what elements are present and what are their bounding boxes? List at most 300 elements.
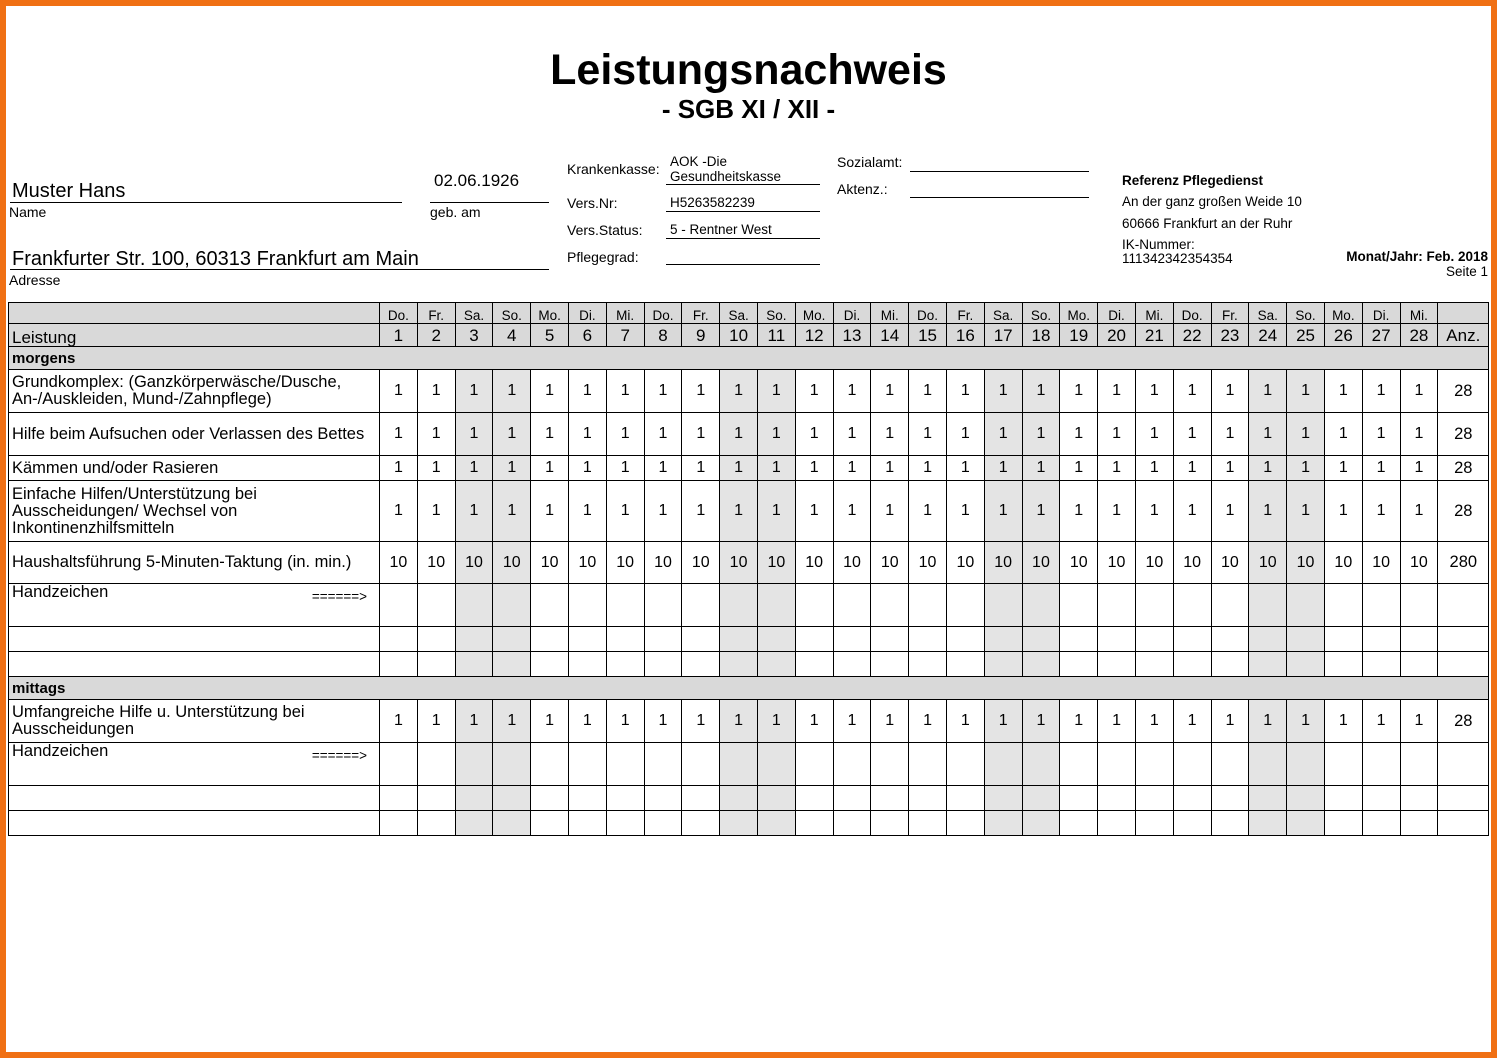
- quantity-cell: 1: [682, 481, 720, 542]
- blank-cell[interactable]: [720, 811, 758, 836]
- signature-cell[interactable]: [984, 584, 1022, 627]
- birthdate-underline: [430, 202, 549, 203]
- signature-cell[interactable]: [606, 743, 644, 786]
- blank-cell[interactable]: [720, 786, 758, 811]
- blank-cell[interactable]: [795, 627, 833, 652]
- blank-cell[interactable]: [757, 786, 795, 811]
- blank-cell[interactable]: [531, 652, 569, 677]
- signature-cell[interactable]: [1400, 743, 1438, 786]
- quantity-cell: 1: [1324, 481, 1362, 542]
- signature-cell[interactable]: [1211, 584, 1249, 627]
- blank-cell[interactable]: [1324, 652, 1362, 677]
- blank-cell[interactable]: [946, 652, 984, 677]
- signature-label: Handzeichen: [12, 583, 109, 601]
- signature-cell[interactable]: [1135, 743, 1173, 786]
- blank-cell[interactable]: [568, 811, 606, 836]
- signature-cell[interactable]: [493, 743, 531, 786]
- blank-cell[interactable]: [909, 627, 947, 652]
- quantity-cell: 1: [1173, 456, 1211, 481]
- day-number-cell: 11: [757, 324, 795, 347]
- blank-cell[interactable]: [1098, 786, 1136, 811]
- blank-cell[interactable]: [1135, 627, 1173, 652]
- blank-cell[interactable]: [1249, 652, 1287, 677]
- signature-cell[interactable]: [909, 743, 947, 786]
- blank-cell[interactable]: [531, 811, 569, 836]
- blank-cell[interactable]: [1098, 627, 1136, 652]
- quantity-cell: 1: [795, 481, 833, 542]
- signature-cell[interactable]: [795, 743, 833, 786]
- signature-cell[interactable]: [1211, 743, 1249, 786]
- signature-arrow: ======>: [311, 748, 367, 763]
- signature-cell[interactable]: [531, 584, 569, 627]
- quantity-cell: 1: [1362, 370, 1400, 413]
- blank-cell[interactable]: [380, 652, 418, 677]
- blank-cell[interactable]: [1249, 627, 1287, 652]
- blank-cell[interactable]: [757, 652, 795, 677]
- day-number-row: [9, 324, 1489, 347]
- quantity-cell: 1: [1249, 370, 1287, 413]
- total-cell: 28: [1438, 481, 1489, 542]
- weekday-cell: So.: [493, 303, 531, 324]
- quantity-cell: 1: [757, 481, 795, 542]
- blank-cell[interactable]: [1249, 786, 1287, 811]
- quantity-cell: 1: [1173, 700, 1211, 743]
- blank-cell[interactable]: [909, 652, 947, 677]
- blank-cell[interactable]: [871, 627, 909, 652]
- weekday-cell: Sa.: [455, 303, 493, 324]
- total-cell: 28: [1438, 370, 1489, 413]
- blank-cell[interactable]: [1287, 786, 1325, 811]
- signature-cell[interactable]: [720, 743, 758, 786]
- signature-cell[interactable]: [871, 743, 909, 786]
- day-number-cell: 15: [909, 324, 947, 347]
- quantity-cell: 1: [455, 481, 493, 542]
- blank-cell[interactable]: [1324, 786, 1362, 811]
- signature-cell[interactable]: [946, 743, 984, 786]
- weekday-cell: So.: [1287, 303, 1325, 324]
- blank-cell[interactable]: [644, 786, 682, 811]
- blank-cell[interactable]: [1173, 627, 1211, 652]
- signature-cell[interactable]: [757, 584, 795, 627]
- signature-row: [9, 743, 1489, 786]
- day-number-cell: 5: [531, 324, 569, 347]
- blank-cell[interactable]: [1060, 652, 1098, 677]
- quantity-cell: 1: [606, 413, 644, 456]
- quantity-cell: 1: [1098, 370, 1136, 413]
- month-year: Monat/Jahr: Feb. 2018: [1346, 249, 1488, 264]
- blank-cell[interactable]: [682, 627, 720, 652]
- quantity-cell: 1: [720, 456, 758, 481]
- quantity-cell: 1: [946, 481, 984, 542]
- quantity-cell: 1: [417, 370, 455, 413]
- blank-cell[interactable]: [833, 811, 871, 836]
- day-number-cell: 8: [644, 324, 682, 347]
- signature-cell[interactable]: [644, 584, 682, 627]
- quantity-cell: 1: [1211, 370, 1249, 413]
- quantity-cell: 1: [1135, 700, 1173, 743]
- weekday-cell: Di.: [1098, 303, 1136, 324]
- quantity-cell: 10: [682, 542, 720, 584]
- anz-header: Anz.: [1438, 324, 1489, 347]
- signature-cell[interactable]: [568, 743, 606, 786]
- quantity-cell: 10: [1362, 542, 1400, 584]
- quantity-cell: 1: [984, 370, 1022, 413]
- signature-cell[interactable]: [833, 743, 871, 786]
- signature-cell[interactable]: [455, 584, 493, 627]
- blank-cell[interactable]: [1173, 786, 1211, 811]
- blank-cell[interactable]: [1098, 811, 1136, 836]
- empty-row: [9, 811, 1489, 836]
- signature-cell[interactable]: [1173, 584, 1211, 627]
- blank-cell[interactable]: [720, 627, 758, 652]
- quantity-cell: 1: [1249, 700, 1287, 743]
- signature-cell[interactable]: [455, 743, 493, 786]
- quantity-cell: 1: [984, 456, 1022, 481]
- signature-cell[interactable]: [1249, 743, 1287, 786]
- blank-cell[interactable]: [871, 652, 909, 677]
- quantity-cell: 1: [606, 481, 644, 542]
- quantity-cell: 10: [531, 542, 569, 584]
- signature-cell[interactable]: [380, 584, 418, 627]
- quantity-cell: 1: [946, 456, 984, 481]
- signature-cell[interactable]: [1362, 743, 1400, 786]
- blank-cell[interactable]: [984, 786, 1022, 811]
- pflegegrad-underline: [666, 264, 820, 265]
- patient-name: Muster Hans: [12, 180, 126, 202]
- blank-cell[interactable]: [417, 811, 455, 836]
- krankenkasse-underline: [666, 184, 820, 185]
- blank-total-cell: [1438, 811, 1489, 836]
- blank-cell[interactable]: [1022, 652, 1060, 677]
- signature-cell[interactable]: [1324, 584, 1362, 627]
- quantity-cell: 1: [757, 700, 795, 743]
- quantity-cell: 1: [1400, 481, 1438, 542]
- quantity-cell: 1: [1022, 413, 1060, 456]
- signature-cell[interactable]: [909, 584, 947, 627]
- quantity-cell: 1: [1173, 413, 1211, 456]
- blank-cell[interactable]: [984, 627, 1022, 652]
- blank-cell[interactable]: [1211, 811, 1249, 836]
- signature-cell[interactable]: [720, 584, 758, 627]
- quantity-cell: 1: [1249, 456, 1287, 481]
- quantity-cell: 1: [644, 413, 682, 456]
- blank-cell[interactable]: [757, 627, 795, 652]
- quantity-cell: 1: [757, 413, 795, 456]
- total-cell: 280: [1438, 542, 1489, 584]
- quantity-cell: 1: [1135, 413, 1173, 456]
- quantity-cell: 1: [795, 456, 833, 481]
- name-underline: [10, 202, 402, 203]
- signature-cell[interactable]: [795, 584, 833, 627]
- blank-cell[interactable]: [1400, 627, 1438, 652]
- address-underline: [10, 269, 549, 270]
- quantity-cell: 10: [455, 542, 493, 584]
- signature-cell[interactable]: [1324, 743, 1362, 786]
- quantity-cell: 10: [417, 542, 455, 584]
- blank-cell[interactable]: [1324, 627, 1362, 652]
- blank-cell[interactable]: [380, 627, 418, 652]
- blank-cell[interactable]: [644, 627, 682, 652]
- quantity-cell: 1: [531, 456, 569, 481]
- blank-cell[interactable]: [1400, 811, 1438, 836]
- blank-cell[interactable]: [871, 786, 909, 811]
- blank-cell[interactable]: [1362, 627, 1400, 652]
- blank-cell[interactable]: [946, 786, 984, 811]
- signature-cell[interactable]: [1287, 584, 1325, 627]
- signature-cell[interactable]: [606, 584, 644, 627]
- weekday-cell: Mo.: [1060, 303, 1098, 324]
- blank-cell[interactable]: [380, 811, 418, 836]
- blank-cell[interactable]: [871, 811, 909, 836]
- signature-cell[interactable]: [644, 743, 682, 786]
- quantity-cell: 10: [1098, 542, 1136, 584]
- blank-cell[interactable]: [606, 811, 644, 836]
- service-label: Einfache Hilfen/Unterstützung bei Ausscheidungen/ Wechsel von Inkontinenzhilfsmitteln: [9, 481, 380, 542]
- address-label: Adresse: [9, 272, 61, 288]
- blank-cell[interactable]: [1287, 652, 1325, 677]
- quantity-cell: 1: [1211, 456, 1249, 481]
- blank-cell[interactable]: [455, 811, 493, 836]
- blank-cell[interactable]: [568, 652, 606, 677]
- signature-cell[interactable]: [417, 584, 455, 627]
- day-number-cell: 6: [568, 324, 606, 347]
- blank-cell[interactable]: [682, 652, 720, 677]
- quantity-cell: 1: [1362, 700, 1400, 743]
- blank-cell[interactable]: [795, 811, 833, 836]
- quantity-cell: 1: [984, 413, 1022, 456]
- blank-cell[interactable]: [757, 811, 795, 836]
- weekday-cell: Sa.: [984, 303, 1022, 324]
- blank-cell[interactable]: [417, 652, 455, 677]
- blank-cell[interactable]: [1060, 811, 1098, 836]
- signature-cell[interactable]: [1362, 584, 1400, 627]
- blank-cell[interactable]: [568, 786, 606, 811]
- blank-cell[interactable]: [1362, 811, 1400, 836]
- quantity-cell: 1: [1324, 456, 1362, 481]
- quantity-cell: 1: [493, 456, 531, 481]
- quantity-cell: 1: [909, 456, 947, 481]
- quantity-cell: 1: [380, 413, 418, 456]
- blank-cell[interactable]: [606, 786, 644, 811]
- quantity-cell: 1: [1022, 700, 1060, 743]
- empty-row: [9, 627, 1489, 652]
- quantity-cell: 1: [833, 700, 871, 743]
- blank-cell[interactable]: [1173, 652, 1211, 677]
- signature-cell[interactable]: [1135, 584, 1173, 627]
- quantity-cell: 1: [1211, 481, 1249, 542]
- blank-cell[interactable]: [1022, 627, 1060, 652]
- signature-cell[interactable]: [1249, 584, 1287, 627]
- blank-cell[interactable]: [1022, 786, 1060, 811]
- blank-cell[interactable]: [682, 811, 720, 836]
- quantity-cell: 1: [417, 481, 455, 542]
- blank-cell[interactable]: [1135, 811, 1173, 836]
- blank-cell[interactable]: [455, 627, 493, 652]
- blank-cell[interactable]: [909, 786, 947, 811]
- quantity-cell: 1: [909, 413, 947, 456]
- blank-cell[interactable]: [606, 652, 644, 677]
- blank-cell[interactable]: [493, 652, 531, 677]
- blank-cell[interactable]: [493, 786, 531, 811]
- blank-cell[interactable]: [1211, 627, 1249, 652]
- signature-cell[interactable]: [1098, 584, 1136, 627]
- blank-cell[interactable]: [1098, 652, 1136, 677]
- quantity-cell: 1: [1287, 481, 1325, 542]
- signature-cell[interactable]: [1060, 584, 1098, 627]
- blank-cell[interactable]: [833, 652, 871, 677]
- provider-ik-number: 111342342354354: [1122, 251, 1233, 266]
- quantity-cell: 1: [455, 700, 493, 743]
- day-number-cell: 22: [1173, 324, 1211, 347]
- quantity-cell: 1: [380, 370, 418, 413]
- blank-cell[interactable]: [682, 786, 720, 811]
- quantity-cell: 1: [1400, 370, 1438, 413]
- quantity-cell: 1: [531, 700, 569, 743]
- signature-cell[interactable]: [871, 584, 909, 627]
- blank-cell[interactable]: [568, 627, 606, 652]
- signature-cell[interactable]: [417, 743, 455, 786]
- versstatus-label: Vers.Status:: [567, 222, 643, 238]
- blank-cell[interactable]: [531, 627, 569, 652]
- quantity-cell: 1: [1287, 700, 1325, 743]
- quantity-cell: 10: [720, 542, 758, 584]
- quantity-cell: 10: [1135, 542, 1173, 584]
- service-label: [9, 652, 380, 677]
- quantity-cell: 1: [946, 700, 984, 743]
- signature-cell[interactable]: [1173, 743, 1211, 786]
- signature-cell[interactable]: [531, 743, 569, 786]
- quantity-cell: 10: [1173, 542, 1211, 584]
- blank-cell[interactable]: [1400, 786, 1438, 811]
- blank-cell[interactable]: [380, 786, 418, 811]
- versnr-value: H5263582239: [670, 195, 755, 210]
- signature-cell[interactable]: [946, 584, 984, 627]
- blank-cell[interactable]: [455, 786, 493, 811]
- signature-cell[interactable]: [757, 743, 795, 786]
- quantity-cell: 1: [380, 456, 418, 481]
- quantity-cell: 10: [1400, 542, 1438, 584]
- signature-cell[interactable]: [1022, 743, 1060, 786]
- signature-cell[interactable]: [1060, 743, 1098, 786]
- blank-cell[interactable]: [606, 627, 644, 652]
- service-grid: [8, 302, 1489, 836]
- blank-cell[interactable]: [1060, 627, 1098, 652]
- quantity-cell: 10: [757, 542, 795, 584]
- service-row: [9, 700, 1489, 743]
- blank-cell[interactable]: [644, 811, 682, 836]
- total-cell: 28: [1438, 456, 1489, 481]
- versnr-underline: [666, 211, 820, 212]
- signature-cell[interactable]: [682, 584, 720, 627]
- blank-cell[interactable]: [984, 652, 1022, 677]
- blank-cell[interactable]: [1287, 811, 1325, 836]
- weekday-cell: Mo.: [531, 303, 569, 324]
- quantity-cell: 1: [1098, 481, 1136, 542]
- quantity-cell: 1: [1249, 413, 1287, 456]
- quantity-cell: 1: [380, 700, 418, 743]
- blank-cell[interactable]: [795, 652, 833, 677]
- signature-cell[interactable]: [568, 584, 606, 627]
- quantity-cell: 1: [455, 413, 493, 456]
- quantity-cell: 1: [720, 481, 758, 542]
- blank-cell[interactable]: [946, 627, 984, 652]
- quantity-cell: 1: [417, 700, 455, 743]
- blank-cell[interactable]: [1287, 627, 1325, 652]
- signature-cell[interactable]: [1400, 584, 1438, 627]
- quantity-cell: 1: [682, 456, 720, 481]
- signature-cell[interactable]: [380, 743, 418, 786]
- blank-total-cell: [1438, 584, 1489, 627]
- blank-cell[interactable]: [984, 811, 1022, 836]
- blank-cell[interactable]: [833, 786, 871, 811]
- blank-total-cell: [1438, 743, 1489, 786]
- blank-cell[interactable]: [531, 786, 569, 811]
- blank-cell[interactable]: [1211, 652, 1249, 677]
- quantity-cell: 1: [493, 481, 531, 542]
- provider-city: 60666 Frankfurt an der Ruhr: [1122, 216, 1293, 231]
- quantity-cell: 1: [946, 413, 984, 456]
- blank-cell[interactable]: [455, 652, 493, 677]
- blank-cell[interactable]: [1249, 811, 1287, 836]
- signature-cell[interactable]: [984, 743, 1022, 786]
- quantity-cell: 1: [871, 413, 909, 456]
- blank-cell[interactable]: [1060, 786, 1098, 811]
- blank-cell[interactable]: [493, 627, 531, 652]
- weekday-cell: Do.: [1173, 303, 1211, 324]
- pflegegrad-label: Pflegegrad:: [567, 249, 639, 265]
- quantity-cell: 1: [1211, 700, 1249, 743]
- blank-cell[interactable]: [1400, 652, 1438, 677]
- signature-cell[interactable]: [682, 743, 720, 786]
- blank-cell[interactable]: [909, 811, 947, 836]
- blank-cell[interactable]: [833, 627, 871, 652]
- weekday-cell: Do.: [644, 303, 682, 324]
- blank-cell[interactable]: [1135, 652, 1173, 677]
- signature-cell[interactable]: [1287, 743, 1325, 786]
- weekday-cell: Mo.: [1324, 303, 1362, 324]
- blank-cell[interactable]: [720, 652, 758, 677]
- signature-label-cell: [9, 584, 380, 627]
- blank-cell[interactable]: [417, 786, 455, 811]
- blank-cell[interactable]: [1135, 786, 1173, 811]
- blank-cell[interactable]: [1362, 786, 1400, 811]
- day-number-cell: 9: [682, 324, 720, 347]
- weekday-cell: Mo.: [795, 303, 833, 324]
- blank-cell[interactable]: [417, 627, 455, 652]
- blank-cell[interactable]: [1022, 811, 1060, 836]
- blank-cell[interactable]: [946, 811, 984, 836]
- blank-cell[interactable]: [1324, 811, 1362, 836]
- signature-label: Handzeichen: [12, 742, 109, 760]
- blank-cell[interactable]: [1362, 652, 1400, 677]
- quantity-cell: 10: [568, 542, 606, 584]
- blank-cell[interactable]: [1211, 786, 1249, 811]
- empty-row: [9, 786, 1489, 811]
- signature-cell[interactable]: [833, 584, 871, 627]
- weekday-blank-cell: [1438, 303, 1489, 324]
- blank-cell[interactable]: [1173, 811, 1211, 836]
- day-number-cell: 27: [1362, 324, 1400, 347]
- section-title: morgens: [9, 347, 1489, 370]
- signature-cell[interactable]: [1098, 743, 1136, 786]
- blank-cell[interactable]: [644, 652, 682, 677]
- quantity-cell: 1: [1098, 456, 1136, 481]
- blank-cell[interactable]: [493, 811, 531, 836]
- quantity-cell: 1: [644, 700, 682, 743]
- blank-cell[interactable]: [795, 786, 833, 811]
- signature-cell[interactable]: [493, 584, 531, 627]
- signature-cell[interactable]: [1022, 584, 1060, 627]
